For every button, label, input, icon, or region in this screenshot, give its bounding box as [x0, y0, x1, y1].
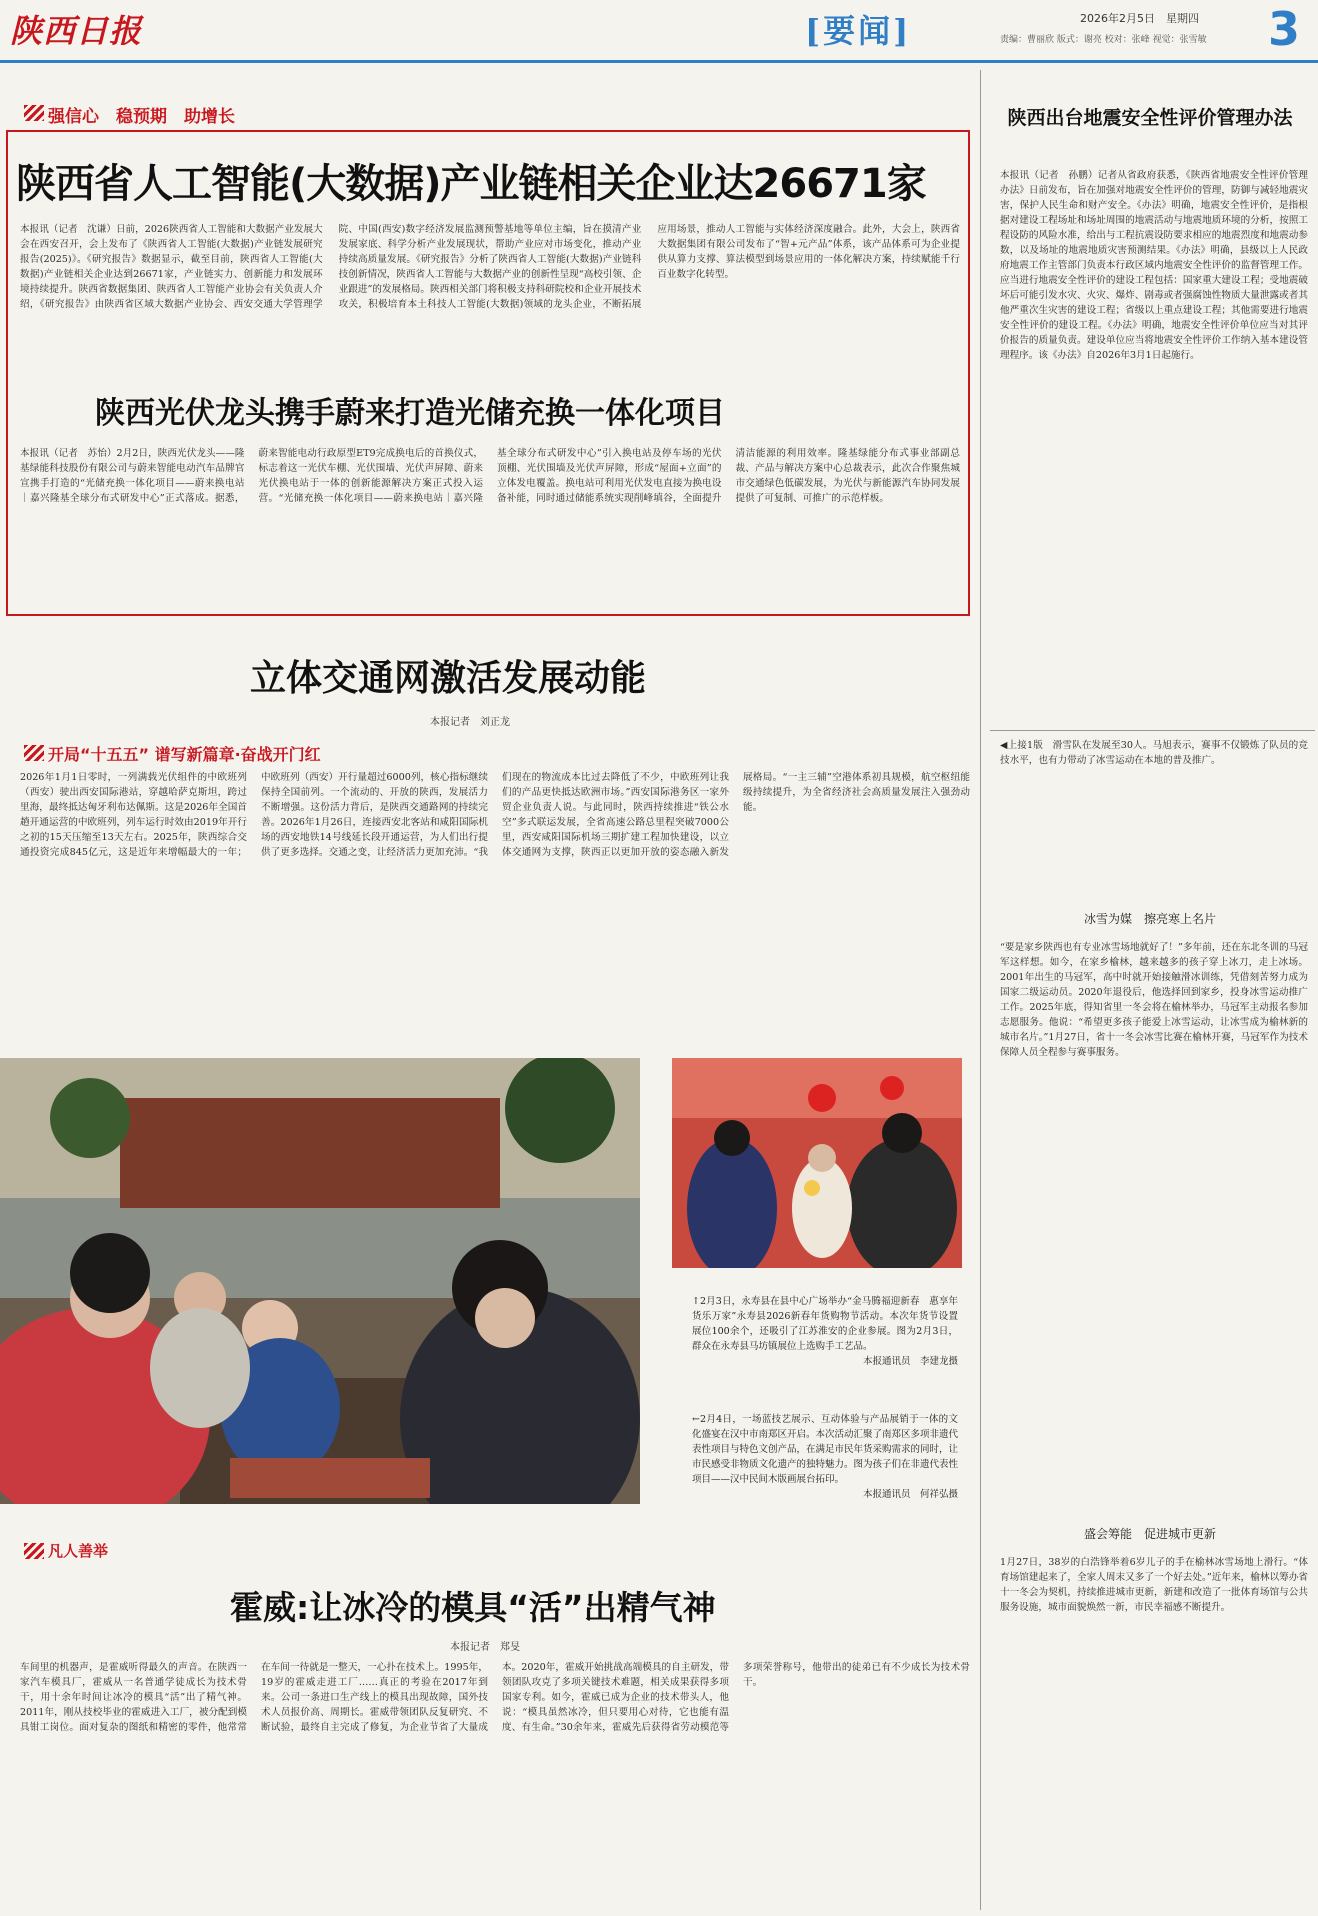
dateline: 2026年2月5日 星期四: [1080, 12, 1199, 25]
side2-body-b: 1月27日，38岁的白浩锋举着6岁儿子的手在榆林冰雪场地上滑行。“体育场馆建起来了，全家人周末又多了一个好去处。”近年来，榆林以筹办省十一冬会为契机，持续推进城市更新，新建和改造了一批体育场馆与公共服务设施，城市面貌焕然一新，市民幸福感不断提升。: [1000, 1557, 1308, 1613]
side2-subhead-a: 冰雪为媒 擦亮寒上名片: [1083, 912, 1216, 926]
side2-tail: ◀上接1版 滑雪队在发展至30人。马旭表示，赛事不仅锻炼了队员的竞技水平，也有力带动了冰雪运动在本地的普及推广。: [1000, 740, 1308, 766]
masthead-rule: [0, 60, 1318, 63]
lead-body: 本报讯（记者 沈谦）日前，2026陕西省人工智能和大数据产业发展大会在西安召开，会上发布了《陕西省人工智能(大数据)产业链发展研究报告(2025)》。《研究报告》数据显示，截至目前，陕西省人工智能(大数据)产业链相关企业达到26671家，产业链实力、创新能力和发展环境持续提升。陕西省数据集团、陕西省人工智能产业协会有关负责人介绍，《研究报告》由陕西省区域大数据产业协会、西安交通大学管理学院、中国(西安)数字经济发展监测预警基地等单位主编，旨在摸清产业发展家底、科学分析产业发展现状，帮助产业应对市场变化，推动产业持续高质量发展。《研究报告》分析了陕西省人工智能(大数据)产业链科技创新情况，陕西省人工智能与大数据产业的创新性呈现“高校引领、企业跟进”的发展格局。陕西相关部门将积极支持科研院校和企业开展技术攻关，积极培育本土科技人工智能(大数据)领域的龙头企业，不断拓展应用场景，推动人工智能与实体经济深度融合。此外，大会上，陕西省大数据集团有限公司发布了“智+元产品”体系，该产品体系可为企业提供从算力支撑、算法模型到场景应用的一体化解决方案，持续赋能千行百业数字化转型。: [20, 224, 960, 310]
labor-byline: 本报记者 郑旻: [450, 1642, 520, 1653]
photo-woodprint: [672, 1058, 962, 1268]
sidebar-rule: [990, 730, 1315, 731]
labor-body: 车间里的机器声，是霍威听得最久的声音。在陕西一家汽车模具厂，霍威从一名普通学徒成长为技术骨干，用十余年时间让冰冷的模具“活”出了精气神。2011年，刚从技校毕业的霍威进入工厂，被分配到模具钳工岗位。面对复杂的图纸和精密的零件，他常常在车间一待就是一整天，一心扑在技术上。1995年，19岁的霍威走进工厂……真正的考验在2017年到来。公司一条进口生产线上的模具出现故障，国外技术人员报价高、周期长。霍威带领团队反复研究、不断试验，最终自主完成了修复，为企业节省了大量成本。2020年，霍威开始挑战高端模具的自主研发，带领团队攻克了多项关键技术难题，相关成果获得多项国家专利。如今，霍威已成为企业的技术带头人，他说：“模具虽然冰冷，但只要用心对待，它也能有温度、有生命。”30余年来，霍威先后获得省劳动模范等多项荣誉称号，他带出的徒弟已有不少成长为技术骨干。: [20, 1662, 970, 1733]
traffic-headline: 立体交通网激活发展动能: [250, 658, 647, 699]
traffic-body: 2026年1月1日零时，一列满载光伏组件的中欧班列（西安）驶出西安国际港站，穿越哈萨克斯坦，跨过里海，最终抵达匈牙利布达佩斯。这是2026年全国首趟开通运营的中欧班列，列车运行时效由2019年开行之初的15天压缩至13天左右。2025年，陕西综合交通投资完成845亿元，这是近年来增幅最大的一年；中欧班列（西安）开行量超过6000列，核心指标继续保持全国前列。一个流动的、开放的陕西，发展活力不断增强。这份活力背后，是陕西交通路网的持续完善。2026年1月26日，连接西安北客站和咸阳国际机场的西安地铁14号线延长段开通运营，为人们出行提供了更多选择。交通之变，让经济活力更加充沛。“我们现在的物流成本比过去降低了不少，中欧班列让我们的产品更快抵达欧洲市场。”西安国际港务区一家外贸企业负责人说。与此同时，陕西持续推进“铁公水空”多式联运发展，全省高速公路总里程突破7000公里，西安咸阳国际机场三期扩建工程加快建设，以立体交通网为支撑，陕西正以更加开放的姿态融入新发展格局。“一主三辅”空港体系初具规模，航空枢纽能级持续提升，为全省经济社会高质量发展注入强劲动能。: [20, 772, 970, 858]
photo1-caption: ↑2月3日，永寿县在县中心广场举办“金马腾福迎新春 惠享年货乐万家”永寿县2026新春年货购物节活动。本次年货节设置展位100余个，还吸引了江苏淮安的企业参展。图为2月3日，群众在永寿县马坊镇展位上选购手工艺品。 本报通讯员 李建龙摄: [692, 1296, 958, 1367]
newspaper-logo: 陕西日报: [10, 12, 143, 50]
lead-headline: 陕西省人工智能(大数据)产业链相关企业达26671家: [16, 161, 926, 207]
photo-craft-fair: [0, 1058, 640, 1504]
traffic-byline: 本报记者 刘正龙: [430, 717, 510, 728]
side2-body-a: “要是家乡陕西也有专业冰雪场地就好了！”多年前，还在东北冬训的马冠军这样想。如今，在家乡榆林，越来越多的孩子穿上冰刀，走上冰场。2001年出生的马冠军，高中时就开始接触滑冰训练，凭借刻苦努力成为国家二级运动员。2020年退役后，他选择回到家乡，投身冰雪运动推广工作。2025年底，得知省里一冬会将在榆林举办，马冠军主动报名参加志愿服务。他说：“希望更多孩子能爱上冰雪运动，让冰雪成为榆林新的城市名片。”1月27日，省十一冬会冰雪比赛在榆林开赛，马冠军作为技术保障人员全程参与赛事服务。: [1000, 942, 1308, 1058]
pv-body: 本报讯（记者 苏怡）2月2日，陕西光伏龙头——隆基绿能科技股份有限公司与蔚来智能电动汽车品牌官宣携手打造的“光储充换一体化项目——蔚来换电站｜嘉兴隆基全球分布式研发中心”正式落成。据悉，蔚来智能电动行政原型ET9完成换电后的首换仪式，标志着这一光伏车棚、光伏围墙、光伏声屏障、蔚来光伏换电站于一体的创新能源解决方案正式投入运营。“光储充换一体化项目——蔚来换电站｜嘉兴隆基全球分布式研发中心”引入换电站及停车场的光伏顶棚、光伏围墙及光伏声屏障，形成“屋面+立面”的立体发电覆盖。换电站可利用光伏发电直接为换电设备补能，同时通过储能系统实现削峰填谷，全面提升清洁能源的利用效率。隆基绿能分布式事业部副总裁、产品与解决方案中心总裁表示，此次合作聚焦城市交通绿色低碳发展，为光伏与新能源汽车协同发展提供了可复制、可推广的示范样板。: [20, 448, 960, 504]
photo2-caption: ←2月4日，一场蓝技艺展示、互动体验与产品展销于一体的文化盛宴在汉中市南郑区开启。本次活动汇聚了南郑区多项非遗代表性项目与特色文创产品，在满足市民年货采购需求的同时，让市民感受非物质文化遗产的独特魅力。图为孩子们在非遗代表性项目——汉中民间木版画展台拓印。 本报通讯员 何祥弘摄: [692, 1414, 959, 1500]
side1-headline: 陕西出台地震安全性评价管理办法: [1007, 107, 1293, 129]
side1-body: 本报讯（记者 孙鹏）记者从省政府获悉，《陕西省地震安全性评价管理办法》日前发布，旨在加强对地震安全性评价的管理，防御与减轻地震灾害，保护人民生命和财产安全。《办法》明确，地震安全性评价，是指根据对建设工程场址和场址周围的地震活动与地震地质环境的分析，按照工程设防的风险水准，给出与工程抗震设防要求相应的地震烈度和地震动参数，以及场址的地震地质灾害预测结果。《办法》明确，县级以上人民政府地震工作主管部门负责本行政区域内地震安全性评价的监督管理工作。应当进行地震安全性评价的建设工程包括：国家重大建设工程；受地震破坏后可能引发水灾、火灾、爆炸、剧毒或者强腐蚀性物质大量泄露或者其他严重次生灾害的建设工程；省级以上重点建设工程；其他需要进行地震安全性评价的建设工程。《办法》明确，地震安全性评价单位应当对其评价报告的质量负责。建设单位应当将地震安全性评价工作纳入基本建设管理程序。该《办法》自2026年3月1日起施行。: [1000, 170, 1308, 361]
section-title: [要闻]: [805, 12, 912, 50]
pv-headline: 陕西光伏龙头携手蔚来打造光储充换一体化项目: [95, 396, 725, 431]
lead-slogan: 强信心 稳预期 助增长: [20, 102, 235, 127]
side2-subhead-b: 盛会筹能 促进城市更新: [1083, 1527, 1216, 1541]
traffic-slogan: 开局“十五五” 谱写新篇章·奋战开门红: [20, 742, 321, 765]
editor-credits: 责编：曹丽欣 版式：谢亮 校对：张峰 视觉：张雪敏: [1000, 35, 1207, 45]
column-divider: [980, 70, 981, 1910]
page-number: 3: [1268, 2, 1301, 56]
labor-slogan: 凡人善举: [20, 1540, 108, 1561]
labor-headline: 霍威:让冰冷的模具“活”出精气神: [230, 1588, 716, 1627]
